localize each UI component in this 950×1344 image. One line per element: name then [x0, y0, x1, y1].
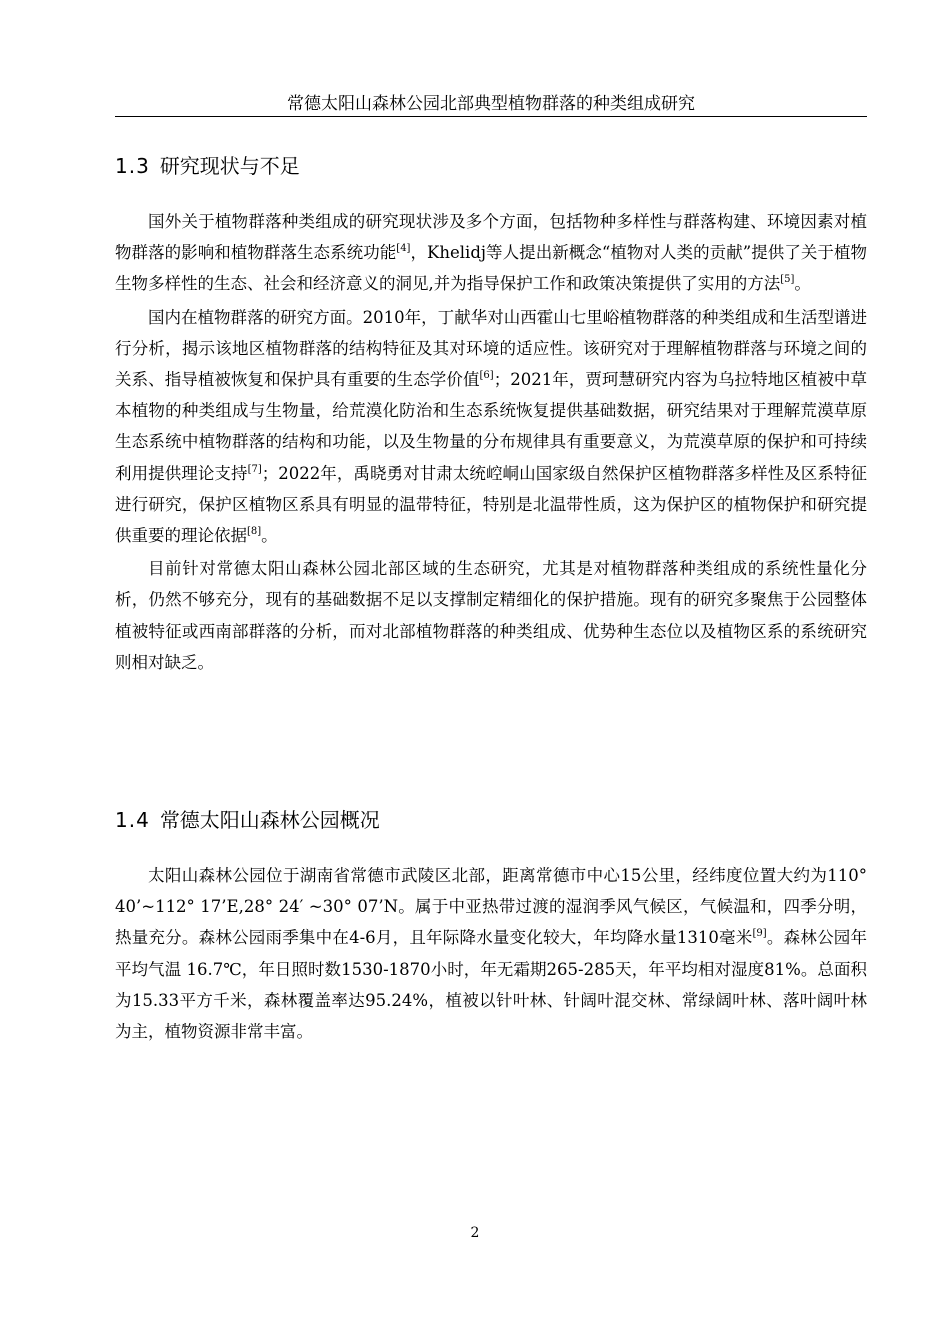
section-number: 1.3	[115, 154, 150, 178]
section-title: 研究现状与不足	[159, 154, 300, 178]
section-heading-1-4	[115, 806, 867, 834]
citation: [8]	[247, 526, 262, 538]
header-rule	[115, 116, 867, 117]
section-title: 常德太阳山森林公园概况	[159, 808, 380, 832]
section-number: 1.4	[115, 808, 150, 832]
paragraph: 太阳山森林公园位于湖南省常德市武陵区北部，距离常德市中心15公里，经纬度位置大约为110° 40’~112° 17’E,28° 24′ ~30° 07’N。属于中亚热带过渡的湿润季风气候区，气候温和，四季分明，热量充分。森林公园雨季集中在4-6月，且年际降水量变化较大，年均降水量1310毫米[9]。森林公园年平均气温 16.7℃，年日照时数1530-1870小时，年无霜期265-285天，年平均相对湿度81%。总面积为15.33平方千米，森林覆盖率达95.24%，植被以针叶林、针阔叶混交林、常绿阔叶林、落叶阔叶林为主，植物资源非常丰富。	[115, 866, 868, 1042]
section-body-1-4	[115, 860, 867, 1047]
page-number: 2	[470, 1225, 480, 1241]
paragraph: 国内在植物群落的研究方面。2010年，丁献华对山西霍山七里峪植物群落的种类组成和生活型谱进行分析，揭示该地区植物群落的结构特征及其对环境的适应性。该研究对于理解植物群落与环境之间的关系、指导植被恢复和保护具有重要的生态学价值[6]；2021年，贾珂慧研究内容为乌拉特地区植被中草本植物的种类组成与生物量，给荒漠化防治和生态系统恢复提供基础数据，研究结果对于理解荒漠草原生态系统中植物群落的结构和功能，以及生物量的分布规律具有重要意义，为荒漠草原的保护和可持续利用提供理论支持[7]；2022年，禹晓勇对甘肃太统崆峒山国家级自然保护区植物群落多样性及区系特征进行研究，保护区植物区系具有明显的温带特征，特别是北温带性质，这为保护区的植物保护和研究提供重要的理论依据[8]。	[115, 307, 868, 546]
section-heading-1-3	[115, 152, 867, 180]
citation: [5]	[780, 274, 795, 286]
citation: [6]	[479, 370, 494, 382]
section-body-1-3	[115, 206, 867, 678]
citation: [7]	[247, 463, 262, 475]
citation: [4]	[396, 243, 411, 255]
running-header: 常德太阳山森林公园北部典型植物群落的种类组成研究	[287, 94, 695, 114]
citation: [9]	[752, 928, 767, 940]
paragraph: 目前针对常德太阳山森林公园北部区域的生态研究，尤其是对植物群落种类组成的系统性量化分析，仍然不够充分，现有的基础数据不足以支撑制定精细化的保护措施。现有的研究多聚焦于公园整体植被特征或西南部群落的分析，而对北部植物群落的种类组成、优势种生态位以及植物区系的系统研究则相对缺乏。	[115, 559, 867, 672]
paragraph: 国外关于植物群落种类组成的研究现状涉及多个方面，包括物种多样性与群落构建、环境因素对植物群落的影响和植物群落生态系统功能[4]，Khelidj等人提出新概念“植物对人类的贡献”提供了关于植物生物多样性的生态、社会和经济意义的洞见,并为指导保护工作和政策决策提供了实用的方法[5]。	[115, 212, 867, 294]
